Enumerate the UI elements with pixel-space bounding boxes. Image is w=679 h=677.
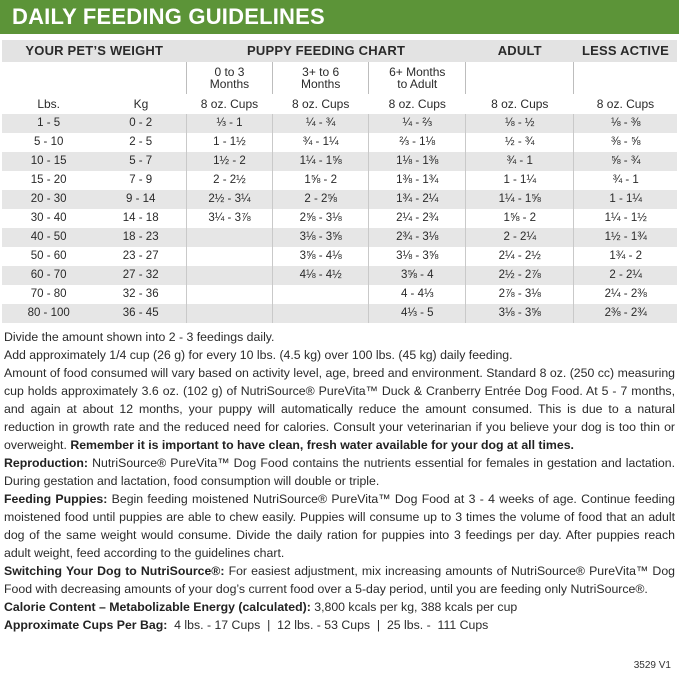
table-row bbox=[2, 285, 677, 304]
table-cell: 32 - 36 bbox=[122, 288, 159, 300]
table-cell: 30 - 40 bbox=[30, 212, 67, 224]
table-cell: 4⅛ - 4½ bbox=[272, 266, 369, 285]
note-calorie: Calorie Content – Metabolizable Energy (calculated): 3,800 kcals per kg, 388 kcals per cup bbox=[4, 600, 518, 614]
table-row bbox=[2, 247, 677, 266]
note-divide: Divide the amount shown into 2 - 3 feedings daily. bbox=[4, 330, 275, 344]
table-cell: 2⅞ - 3⅛ bbox=[466, 285, 574, 304]
table-cell: 1⅝ - 2 bbox=[272, 171, 369, 190]
table-cell: 14 - 18 bbox=[122, 212, 159, 224]
table-cell: 2⅝ - 3⅛ bbox=[272, 209, 369, 228]
table-cell: 60 - 70 bbox=[2, 266, 95, 285]
table-cell: 1⅛ - 1⅜ bbox=[369, 152, 466, 171]
table-cell: 9 - 14 bbox=[95, 190, 186, 209]
table-cell: 70 - 80 bbox=[30, 288, 67, 300]
water-reminder: Remember it is important to have clean, fresh water available for your dog at all times. bbox=[70, 438, 574, 452]
feeding-table bbox=[2, 40, 677, 323]
table-cell: 3¼ - 3⅞ bbox=[187, 209, 273, 228]
table-cell: 2¼ - 2½ bbox=[466, 247, 574, 266]
table-row bbox=[2, 209, 677, 228]
table-cell: 2¼ - 2⅜ bbox=[574, 285, 677, 304]
table-cell: 3⅝ - 4 bbox=[369, 266, 466, 285]
puppy-header: PUPPY FEEDING CHART bbox=[187, 40, 466, 62]
unit-header-row bbox=[2, 94, 677, 114]
group-header-row bbox=[2, 40, 677, 62]
table-cell: 1⅜ - 1¾ bbox=[369, 171, 466, 190]
table-cell: ⅓ - 1 bbox=[187, 114, 273, 133]
table-cell: 1½ - 2 bbox=[187, 152, 273, 171]
unit-header: Kg bbox=[95, 94, 186, 114]
table-cell: 1¾ - 2 bbox=[574, 247, 677, 266]
table-cell bbox=[187, 266, 273, 285]
table-row bbox=[2, 190, 677, 209]
table-cell bbox=[272, 304, 369, 323]
table-cell: 3⅝ - 4⅛ bbox=[272, 247, 369, 266]
table-cell: 1 - 1¼ bbox=[574, 190, 677, 209]
table-cell: 3⅛ - 3⅝ bbox=[272, 228, 369, 247]
unit-header: 8 oz. Cups bbox=[369, 94, 466, 114]
table-cell: ¼ - ⅔ bbox=[369, 114, 466, 133]
table-cell: 27 - 32 bbox=[95, 266, 186, 285]
table-cell: 2 - 2¼ bbox=[574, 266, 677, 285]
table-cell: 2 - 2⅝ bbox=[272, 190, 369, 209]
table-cell: ⅔ - 1⅛ bbox=[369, 133, 466, 152]
age-header-6-adult: 6+ Months to Adult bbox=[369, 62, 466, 94]
table-cell: ⅝ - ¾ bbox=[574, 152, 677, 171]
table-cell: 1½ - 1¾ bbox=[574, 228, 677, 247]
table-cell: ⅛ - ⅜ bbox=[574, 114, 677, 133]
table-cell: 1¼ - 1½ bbox=[574, 209, 677, 228]
table-cell bbox=[272, 285, 369, 304]
table-cell: 3⅛ - 3⅝ bbox=[369, 247, 466, 266]
table-cell: 15 - 20 bbox=[30, 174, 67, 186]
table-cell: ¾ - 1 bbox=[466, 152, 574, 171]
table-row bbox=[2, 133, 677, 152]
age-header-less-active-blank bbox=[574, 62, 677, 94]
table-cell: 3⅛ - 3⅝ bbox=[466, 304, 574, 323]
table-cell: ¾ - 1 bbox=[574, 171, 677, 190]
notes-section bbox=[4, 328, 675, 634]
unit-header: 8 oz. Cups bbox=[466, 94, 574, 114]
unit-header: 8 oz. Cups bbox=[574, 94, 677, 114]
table-cell: 2 - 5 bbox=[129, 136, 153, 148]
weight-header: YOUR PET’S WEIGHT bbox=[2, 40, 187, 62]
table-cell bbox=[187, 247, 273, 266]
table-cell bbox=[187, 228, 273, 247]
table-cell: 50 - 60 bbox=[30, 250, 67, 262]
table-cell: 5 - 10 bbox=[33, 136, 64, 148]
age-header-row bbox=[2, 62, 677, 94]
table-cell: 2 - 2¼ bbox=[466, 228, 574, 247]
table-cell: 10 - 15 bbox=[2, 152, 95, 171]
unit-header: 8 oz. Cups bbox=[272, 94, 369, 114]
table-cell: 1 - 1½ bbox=[187, 133, 273, 152]
table-cell: 0 - 2 bbox=[95, 114, 186, 133]
table-row bbox=[2, 114, 677, 133]
age-header-blank bbox=[2, 62, 187, 94]
table-cell: 2½ - 2⅞ bbox=[466, 266, 574, 285]
page-title: DAILY FEEDING GUIDELINES bbox=[12, 4, 325, 29]
table-cell: 5 - 7 bbox=[95, 152, 186, 171]
table-cell: 2½ - 3¼ bbox=[187, 190, 273, 209]
note-feeding-puppies: Feeding Puppies: Begin feeding moistened NutriSource® PureVita™ Dog Food at 3 - 4 weeks of age. Continue feeding moistened food until puppies are able to chew easily. Puppies will consume up to 3 times the volume of food that an adult dog of the same weight would consume. Divide the daily ration for puppies into 3 feedings per day. After puppies reach adult weight, feed according to the guidelines chart. bbox=[4, 492, 675, 560]
note-switching: Switching Your Dog to NutriSource®: For easiest adjustment, mix increasing amounts of NutriSource® PureVita™ Dog Food with decreasing amounts of your dog’s current food over a 5-day period, until you are feeding only NutriSource®. bbox=[4, 564, 675, 596]
table-cell bbox=[187, 304, 273, 323]
table-cell: 1¼ - 1⅝ bbox=[466, 190, 574, 209]
age-header-0-3: 0 to 3 Months bbox=[187, 62, 273, 94]
unit-header: Lbs. bbox=[2, 94, 95, 114]
less-active-header: LESS ACTIVE bbox=[574, 40, 677, 62]
unit-header: 8 oz. Cups bbox=[187, 94, 273, 114]
adult-header: ADULT bbox=[466, 40, 574, 62]
note-cups-per-bag: Approximate Cups Per Bag: 4 lbs. - 17 Cups | 12 lbs. - 53 Cups | 25 lbs. - 111 Cups bbox=[4, 618, 489, 632]
table-cell: 18 - 23 bbox=[95, 228, 186, 247]
table-cell: 1¼ - 1⅝ bbox=[272, 152, 369, 171]
note-reproduction: Reproduction: NutriSource® PureVita™ Dog Food contains the nutrients essential for females in gestation and lactation. During gestation and lactation, food consumption will double or triple. bbox=[4, 456, 675, 488]
table-row bbox=[2, 304, 677, 323]
table-cell: 1 - 1¼ bbox=[466, 171, 574, 190]
table-row bbox=[2, 266, 677, 285]
table-cell: ½ - ¾ bbox=[466, 133, 574, 152]
table-cell: 4⅓ - 5 bbox=[369, 304, 466, 323]
table-cell: 20 - 30 bbox=[2, 190, 95, 209]
table-cell: 1¾ - 2¼ bbox=[369, 190, 466, 209]
note-add-cup: Add approximately 1/4 cup (26 g) for every 10 lbs. (4.5 kg) over 100 lbs. (45 kg) daily feeding. bbox=[4, 348, 513, 362]
age-header-adult-blank bbox=[466, 62, 574, 94]
age-header-3-6: 3+ to 6 Months bbox=[272, 62, 369, 94]
table-cell: 80 - 100 bbox=[2, 304, 95, 323]
table-body bbox=[2, 114, 677, 323]
table-cell: ⅛ - ½ bbox=[466, 114, 574, 133]
table-cell: ¾ - 1¼ bbox=[272, 133, 369, 152]
title-banner bbox=[0, 0, 679, 34]
table-cell: 2¾ - 3⅛ bbox=[369, 228, 466, 247]
table-row bbox=[2, 152, 677, 171]
table-cell: 2⅜ - 2¾ bbox=[574, 304, 677, 323]
product-code: 3529 V1 bbox=[633, 660, 671, 671]
table-cell: 4 - 4⅓ bbox=[369, 285, 466, 304]
table-cell: 36 - 45 bbox=[95, 304, 186, 323]
table-row bbox=[2, 228, 677, 247]
table-cell: 40 - 50 bbox=[2, 228, 95, 247]
table-cell: ¼ - ¾ bbox=[272, 114, 369, 133]
table-cell bbox=[187, 285, 273, 304]
table-cell: 1⅝ - 2 bbox=[466, 209, 574, 228]
table-row bbox=[2, 171, 677, 190]
table-cell: 2 - 2½ bbox=[187, 171, 273, 190]
table-cell: 1 - 5 bbox=[2, 114, 95, 133]
table-cell: 2¼ - 2¾ bbox=[369, 209, 466, 228]
note-amount: Amount of food consumed will vary based on activity level, age, breed and environment. Standard 8 oz. (250 cc) measuring cup holds approximately 3.6 oz. (102 g) of NutriSource® PureVita™ Duck & Cranberry Entrée Dog Food. At 5 - 7 months, and again at about 12 months, your puppy will automatically reduce the amount consumed. This is due to a natural reduction in growth rate and the reduced need for calories. Consult your veterinarian if you believe your dog is too thin or overweight. Remember it is important to have clean, fresh water available for your dog at all times. bbox=[4, 366, 675, 452]
table-cell: 7 - 9 bbox=[129, 174, 153, 186]
table-cell: 23 - 27 bbox=[122, 250, 159, 262]
table-cell: ⅜ - ⅝ bbox=[574, 133, 677, 152]
